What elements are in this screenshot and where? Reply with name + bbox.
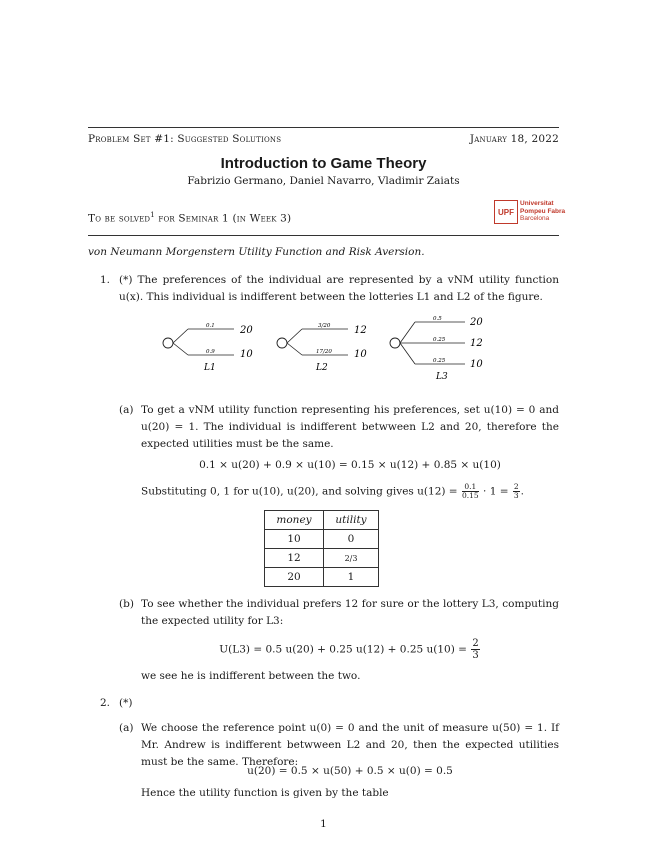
q1b-equation-line bbox=[141, 638, 559, 661]
l3-prob-top: 0.5 bbox=[433, 316, 442, 322]
q1a-sub-result bbox=[513, 483, 520, 500]
q1a-sub-prefix: Substituting 0, 1 for u(10), u(20), and solving gives u(12) = bbox=[141, 485, 458, 498]
l3-outcome-top: 20 bbox=[470, 317, 483, 328]
l3-prob-mid: 0.25 bbox=[433, 337, 446, 343]
q1a-sub-fraction bbox=[462, 483, 479, 500]
q1a-label: (a) bbox=[119, 404, 134, 416]
footnote-mark: 1 bbox=[150, 211, 155, 219]
page-title: Introduction to Game Theory bbox=[220, 155, 427, 172]
b-res-num: 2 bbox=[472, 638, 479, 649]
q2-number: 2. bbox=[100, 697, 111, 709]
logo-line-2: Pompeu Fabra bbox=[520, 207, 566, 215]
l3-label: L3 bbox=[436, 372, 448, 382]
logo-line-3: Barcelona bbox=[520, 215, 550, 222]
lottery-2 bbox=[277, 323, 367, 373]
l2-prob-bottom: 17/20 bbox=[316, 349, 332, 355]
utility-table bbox=[264, 510, 379, 587]
q1-intro: (*) The preferences of the individual are represented by a vNM utility function u(x). This individual is indifferent between the lotteries L1 and L2 of the figure. bbox=[119, 274, 559, 303]
table-row bbox=[265, 549, 379, 568]
table-header-row bbox=[265, 511, 379, 530]
q2a-text: We choose the reference point u(0) = 0 and the unit of measure u(50) = 1. If Mr. Andrew is indifferent betwween L2 and 20, then the expected utilities must be the same. Therefore: bbox=[141, 722, 559, 768]
university-logo-text bbox=[520, 200, 565, 223]
q1a-substitution: Substituting 0, 1 for u(10), u(20), and solving gives u(12) = $\frac{0.1}{0.15}$ · 1 = $\frac{2}{3}$ . bbox=[141, 482, 524, 500]
top-rule bbox=[88, 127, 559, 128]
frac-num: 0.1 bbox=[462, 483, 479, 492]
q1b-equation: U(L3) = 0.5 u(20) + 0.25 u(12) + 0.25 u(10) = bbox=[219, 643, 467, 656]
table-cell: 2/3 bbox=[324, 549, 379, 568]
q1b-label: (b) bbox=[119, 598, 134, 610]
l2-label: L2 bbox=[316, 363, 328, 373]
q1b-conclusion: we see he is indifferent between the two. bbox=[141, 670, 361, 682]
logo-line-1: Universitat bbox=[520, 200, 554, 207]
lottery-3 bbox=[390, 316, 483, 382]
l3-prob-bottom: 0.25 bbox=[433, 358, 446, 364]
page-number: 1 bbox=[320, 818, 327, 830]
seminar-label: for Seminar 1 (in Week 3) bbox=[158, 212, 292, 225]
q1-number: 1. bbox=[100, 274, 111, 286]
l3-outcome-mid: 12 bbox=[470, 338, 483, 349]
l1-prob-top: 0.1 bbox=[206, 323, 215, 329]
university-logo-icon: UPF bbox=[494, 200, 518, 224]
q1b-result bbox=[471, 638, 479, 661]
header-date: January 18, 2022 bbox=[469, 133, 559, 145]
lottery-figure bbox=[150, 310, 510, 382]
l3-outcome-bottom: 10 bbox=[470, 359, 483, 370]
q1a-text: To get a vNM utility function representing his preferences, set u(10) = 0 and u(20) = 1. The individual is indifferent betwween L2 and 20, therefore the expected utilities must be the same. bbox=[141, 404, 559, 450]
q2a-follow: Hence the utility function is given by the table bbox=[141, 787, 389, 799]
table-cell: 20 bbox=[265, 568, 324, 587]
solved-label: To be solved bbox=[88, 212, 151, 225]
q1a-equation: 0.1 × u(20) + 0.9 × u(10) = 0.15 × u(12) + 0.85 × u(10) bbox=[199, 459, 501, 471]
l1-prob-bottom: 0.9 bbox=[206, 349, 215, 355]
frac-den: 0.15 bbox=[461, 491, 479, 500]
solved-line bbox=[88, 211, 291, 225]
lottery-1 bbox=[163, 323, 253, 373]
table-cell: 0 bbox=[324, 530, 379, 549]
table-row bbox=[265, 530, 379, 549]
table-cell: 12 bbox=[265, 549, 324, 568]
table-header: utility bbox=[324, 511, 379, 530]
l1-label: L1 bbox=[204, 363, 216, 373]
table-row bbox=[265, 568, 379, 587]
q1a-sub-mid: · 1 = bbox=[483, 485, 509, 498]
l2-outcome-bottom: 10 bbox=[354, 349, 367, 360]
l2-prob-top: 3/20 bbox=[318, 323, 331, 329]
header-left: Problem Set #1: Suggested Solutions bbox=[88, 133, 282, 145]
res-den: 3 bbox=[513, 491, 519, 500]
table-header: money bbox=[265, 511, 324, 530]
section-heading: von Neumann Morgenstern Utility Function and Risk Aversion. bbox=[88, 246, 425, 258]
q2-star: (*) bbox=[119, 697, 133, 709]
authors: Fabrizio Germano, Daniel Navarro, Vladimir Zaiats bbox=[187, 175, 460, 187]
bottom-header-rule bbox=[88, 235, 559, 236]
table-cell: 10 bbox=[265, 530, 324, 549]
l1-outcome-bottom: 10 bbox=[240, 349, 253, 360]
l1-outcome-top: 20 bbox=[240, 325, 253, 336]
b-res-den: 3 bbox=[472, 650, 479, 661]
q2a-label: (a) bbox=[119, 722, 134, 734]
q2a-equation: u(20) = 0.5 × u(50) + 0.5 × u(0) = 0.5 bbox=[247, 765, 453, 777]
l2-outcome-top: 12 bbox=[354, 325, 367, 336]
q1b-text: To see whether the individual prefers 12 for sure or the lottery L3, computing the expected utility for L3: bbox=[141, 598, 559, 627]
table-cell: 1 bbox=[324, 568, 379, 587]
res-num: 2 bbox=[513, 482, 519, 491]
